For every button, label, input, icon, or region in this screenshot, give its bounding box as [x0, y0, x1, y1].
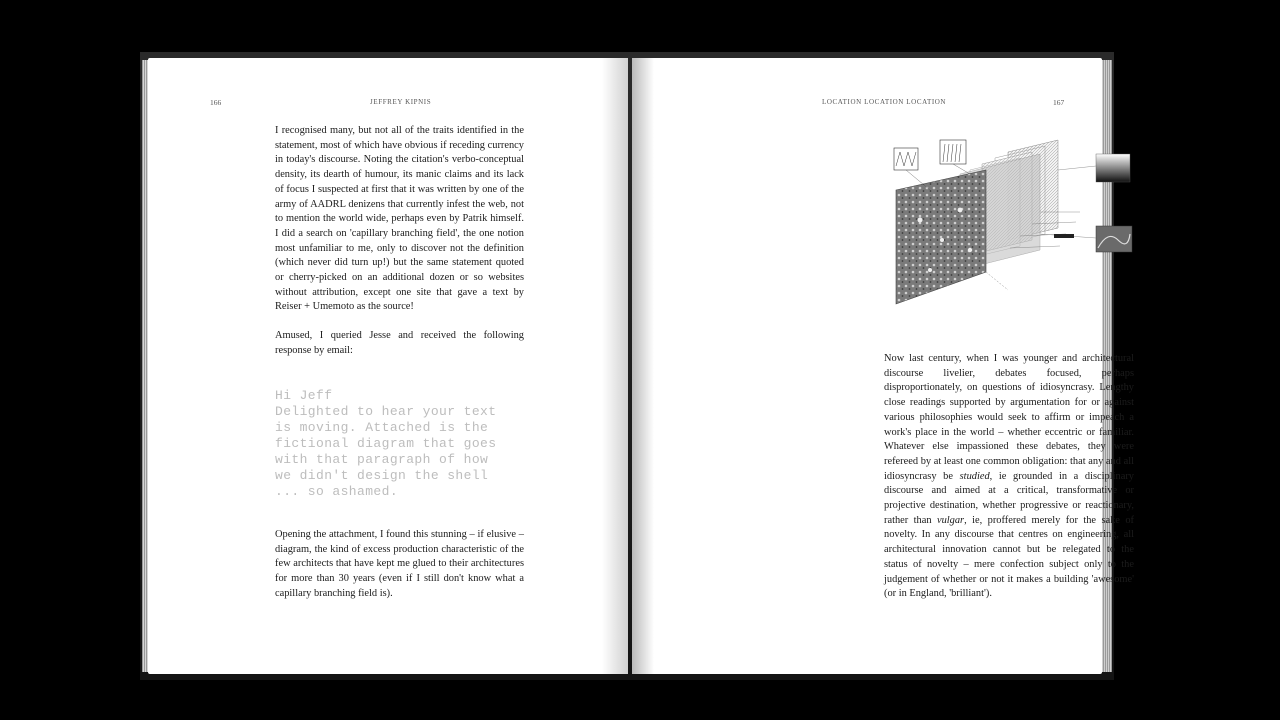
right-paragraph-1-part-c: , ie, proffered merely for the sake of novelty. In any discourse that centres on engineering, all architectural innovation cannot but be relegated to the status of novelty – mere confection subject only to the judgement of whether or not it makes a building 'awesome' (or in England, 'brilliant').	[884, 514, 1134, 600]
left-paragraph-1: I recognised many, but not all of the traits identified in the statement, most of which have obvious if receding currency in today's discourse. Noting the citation's verbo-conceptual density, its dearth of humour, its manic claims and its lack of focus I suspected at first that it was written by one of the army of AADRL denizens that currently infest the web, not to mention the world wide, perhaps even by Patrik himself. I did a search on 'capillary branching field', the one notion most unfamiliar to me, only to discover not the definition (which never did turn up!) but the same statement quoted or cherry-picked on an additional dozen or so websites without attribution, except one site that gave a text by Reiser + Umemoto as the source!	[275, 125, 524, 313]
perforated-screen-panel	[896, 170, 986, 304]
left-page-number: 166	[210, 98, 222, 107]
photo-swatch	[1040, 226, 1132, 252]
open-book	[140, 52, 1134, 680]
right-page-number: 167	[1053, 98, 1065, 107]
left-gutter-shadow	[602, 58, 628, 674]
left-running-head: JEFFREY KIPNIS	[370, 98, 432, 106]
exploded-diagram-figure	[890, 130, 1140, 310]
right-paragraph-1	[884, 352, 1134, 602]
emphasis-studied: studied	[959, 470, 990, 482]
emphasis-vulgar: vulgar	[936, 514, 965, 526]
left-paragraph-2: Amused, I queried Jesse and received the following response by email:	[275, 330, 524, 356]
gradient-swatch	[1058, 154, 1130, 182]
email-reply: Hi Jeff Delighted to hear your text is moving. Attached is the fictional diagram that goes with that paragraph of how we didn't design the shell ... so ashamed.	[275, 388, 497, 499]
right-page	[632, 58, 1134, 674]
right-paragraph-1-part-a: Now last century, when I was younger and architectural discourse livelier, debates focused, perhaps disproportionately, on questions of idiosyncrasy. Lengthy close readings supported by argumentation for or against various philosophies would seek to affirm or impeach a work's place in the world – whether eccentric or familiar. Whatever else impassioned these debates, they were refereed by at least one common obligation: that any and all idiosyncrasy be	[884, 353, 1134, 482]
right-paragraph-1-part-b: , ie grounded in a disciplinary discourse and aimed at a critical, transformative or projective destination, whether progressive or reactionary, rather than	[884, 470, 1134, 526]
left-paragraph-3: Opening the attachment, I found this stunning – if elusive – diagram, the kind of excess production characteristic of the few architects that have kept me glued to their architectures for more than 30 years (even if I still don't know what a capillary branching field is).	[275, 529, 524, 599]
right-running-head: LOCATION LOCATION LOCATION	[822, 98, 947, 106]
right-gutter-shadow	[632, 58, 654, 674]
left-page	[148, 58, 628, 674]
